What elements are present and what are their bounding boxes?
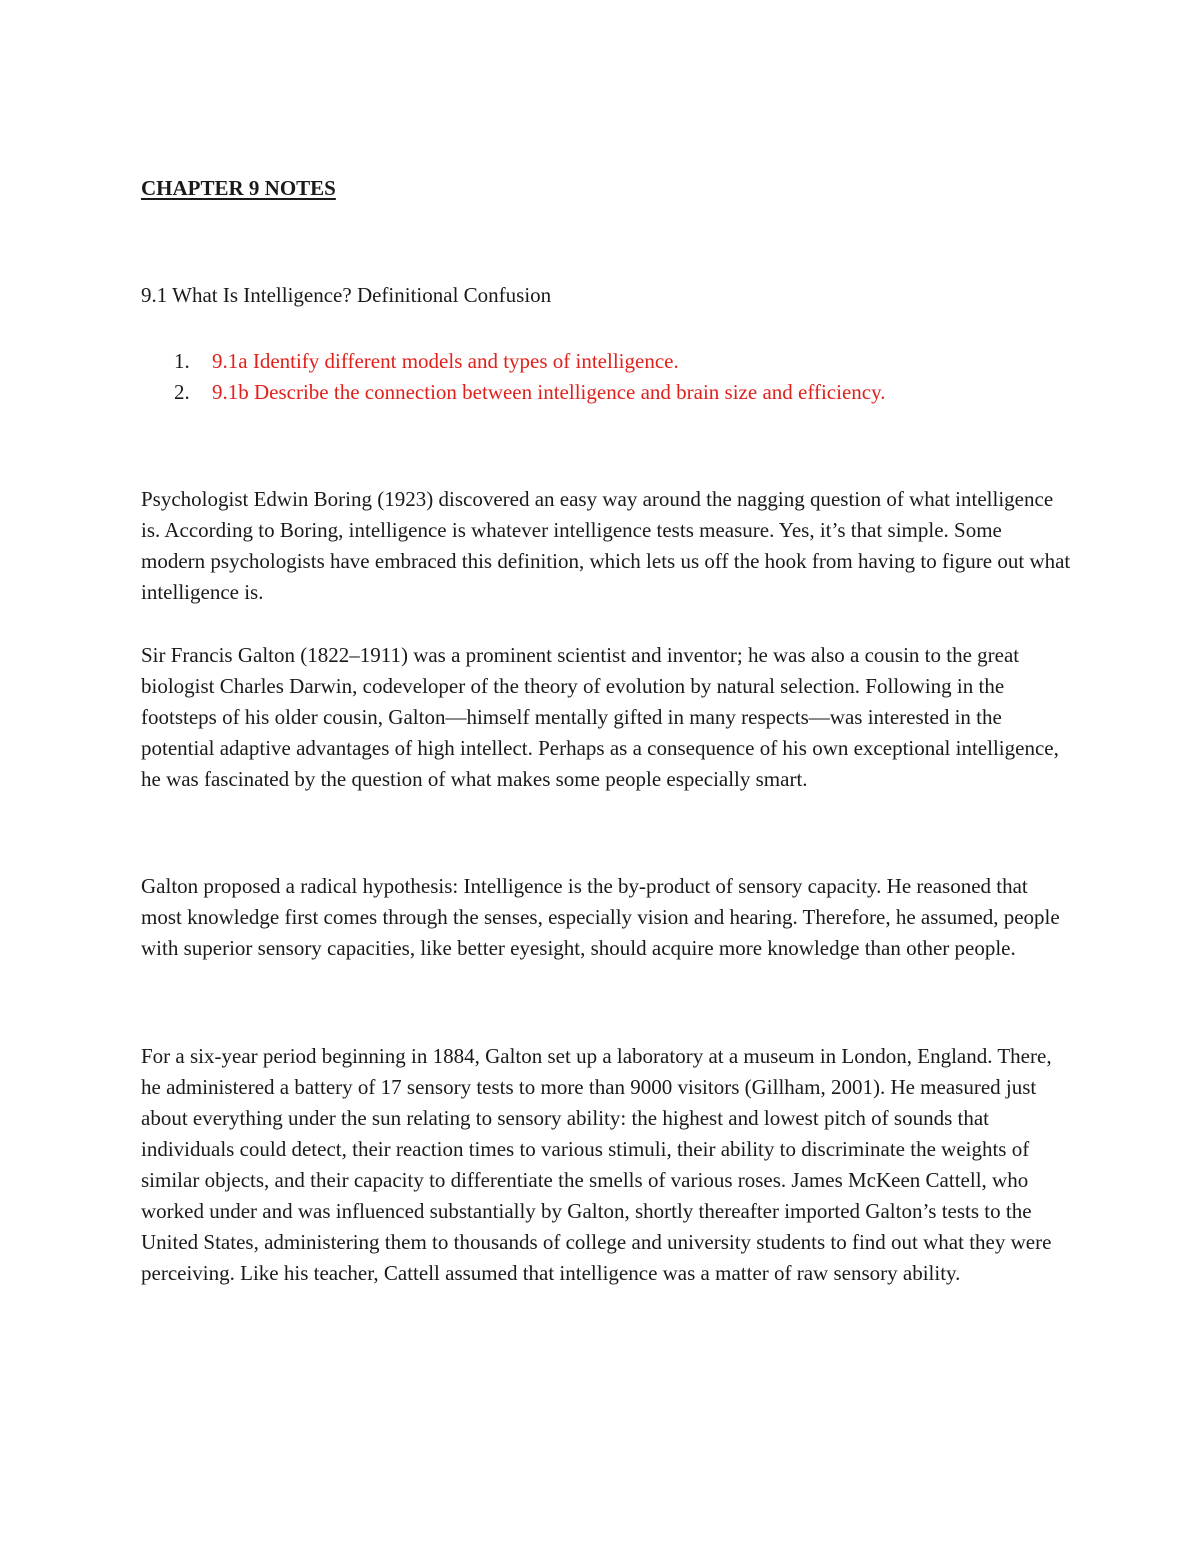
- objective-number: 2.: [174, 380, 190, 404]
- chapter-title: CHAPTER 9 NOTES: [141, 176, 336, 200]
- learning-objectives-list: [141, 346, 1041, 408]
- paragraph-galton-intro: Sir Francis Galton (1822–1911) was a prominent scientist and inventor; he was also a cousin to the great biologist Charles Darwin, codeveloper of the theory of evolution by natural selection. Following in the footsteps of his older cousin, Galton—himself mentally gifted in many respects—was interested in the potential adaptive advantages of high intellect. Perhaps as a consequence of his own exceptional intelligence, he was fascinated by the question of what makes some people especially smart.: [141, 643, 1059, 791]
- paragraph-galton-hypothesis: Galton proposed a radical hypothesis: Intelligence is the by-product of sensory capacity. He reasoned that most knowledge first comes through the senses, especially vision and hearing. Therefore, he assumed, people with superior sensory capacities, like better eyesight, should acquire more knowledge than other people.: [141, 874, 1060, 960]
- paragraph-boring: Psychologist Edwin Boring (1923) discovered an easy way around the nagging question of what intelligence is. According to Boring, intelligence is whatever intelligence tests measure. Yes, it’s that simple. Some modern psychologists have embraced this definition, which lets us off the hook from having to figure out what intelligence is.: [141, 487, 1071, 604]
- section-heading: 9.1 What Is Intelligence? Definitional Confusion: [141, 283, 552, 307]
- paragraph-galton-laboratory: For a six-year period beginning in 1884, Galton set up a laboratory at a museum in London, England. There, he administered a battery of 17 sensory tests to more than 9000 visitors (Gillham, 2001). He measured just about everything under the sun relating to sensory ability: the highest and lowest pitch of sounds that individuals could detect, their reaction times to various stimuli, their ability to discriminate the weights of similar objects, and their capacity to differentiate the smells of various roses. James McKeen Cattell, who worked under and was influenced substantially by Galton, shortly thereafter imported Galton’s tests to the United States, administering them to thousands of college and university students to find out what they were perceiving. Like his teacher, Cattell assumed that intelligence was a matter of raw sensory ability.: [141, 1044, 1052, 1285]
- objective-number: 1.: [174, 349, 190, 373]
- objective-text: 9.1b Describe the connection between intelligence and brain size and efficiency.: [212, 380, 886, 404]
- objective-item: [141, 377, 1041, 408]
- objective-item: [141, 346, 1041, 377]
- objective-text: 9.1a Identify different models and types of intelligence.: [212, 349, 679, 373]
